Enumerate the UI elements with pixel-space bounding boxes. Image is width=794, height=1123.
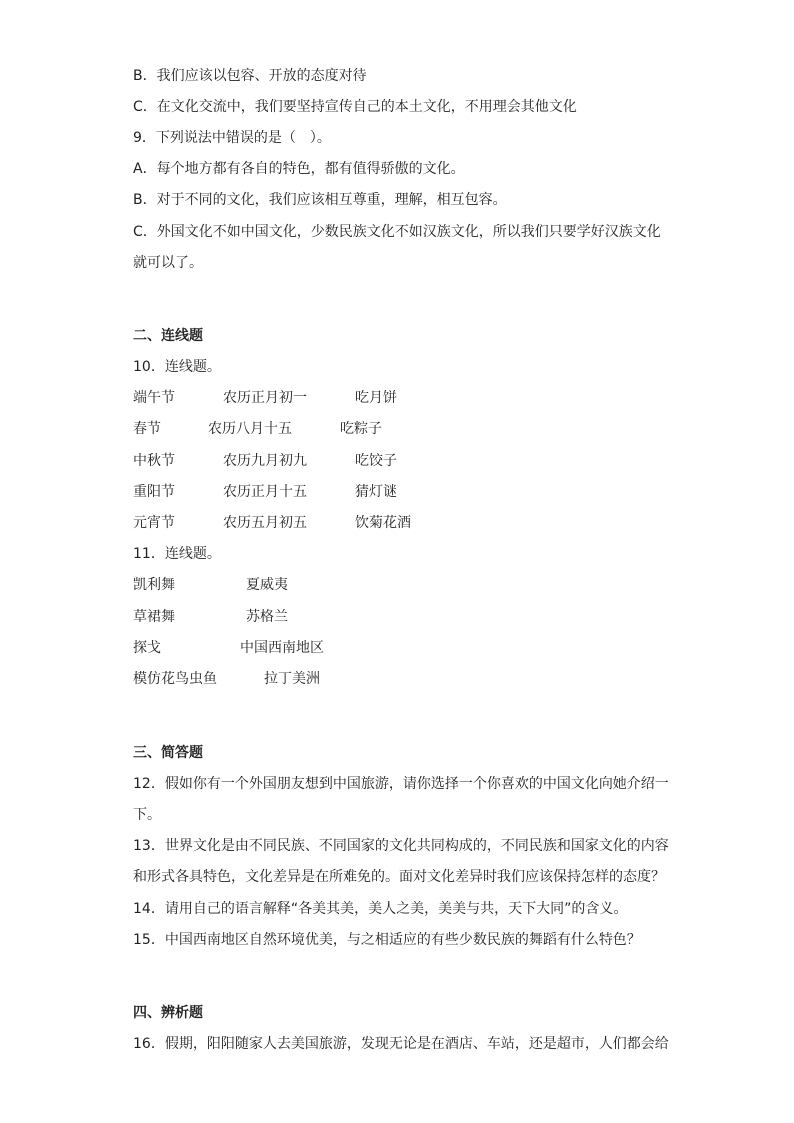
q10-row (133, 419, 733, 439)
q12-line2: 下。 (133, 807, 161, 823)
q10-custom: 吃月饼 (355, 390, 397, 406)
q9-option-b: B．对于不同的文化，我们应该相互尊重，理解，相互包容。 (133, 192, 507, 208)
q11-row (133, 575, 733, 595)
q11-row (133, 669, 733, 689)
q9-stem: 9．下列说法中错误的是（ ）。 (133, 130, 331, 146)
q11-dance: 模仿花鸟虫鱼 (133, 671, 217, 687)
q10-date: 农历八月十五 (208, 421, 292, 437)
q10-festival: 元宵节 (133, 515, 175, 531)
q11-region: 拉丁美洲 (264, 671, 320, 687)
q8-option-c: C．在文化交流中，我们要坚持宣传自己的本土文化，不用理会其他文化 (133, 99, 577, 115)
q11-dance: 凯利舞 (133, 577, 175, 593)
q10-festival: 重阳节 (133, 484, 175, 500)
q10-festival: 中秋节 (133, 453, 175, 469)
q10-row (133, 482, 733, 502)
q11-stem: 11．连线题。 (133, 546, 221, 562)
section2-title: 二、连线题 (133, 328, 203, 344)
q10-date: 农历九月初九 (223, 453, 307, 469)
q10-date: 农历正月初一 (223, 390, 307, 406)
section4-title: 四、辨析题 (133, 1005, 203, 1021)
q10-date: 农历五月初五 (223, 515, 307, 531)
q11-region: 夏威夷 (246, 577, 288, 593)
q11-dance: 探戈 (133, 640, 161, 656)
q15: 15．中国西南地区自然环境优美，与之相适应的有些少数民族的舞蹈有什么特色？ (133, 932, 641, 948)
q10-custom: 吃饺子 (355, 453, 397, 469)
q11-dance: 草裙舞 (133, 609, 175, 625)
q10-festival: 端午节 (133, 390, 175, 406)
q9-option-c-line1: C．外国文化不如中国文化，少数民族文化不如汉族文化，所以我们只要学好汉族文化 (133, 224, 661, 240)
q10-custom: 饮菊花酒 (355, 515, 411, 531)
q11-row (133, 607, 733, 627)
q10-custom: 吃粽子 (340, 421, 382, 437)
q10-custom: 猜灯谜 (355, 484, 397, 500)
q10-date: 农历正月十五 (223, 484, 307, 500)
q12-line1: 12．假如你有一个外国朋友想到中国旅游，请你选择一个你喜欢的中国文化向她介绍一 (133, 776, 669, 792)
q11-region: 苏格兰 (246, 609, 288, 625)
q11-row (133, 638, 733, 658)
q8-option-b: B．我们应该以包容、开放的态度对待 (133, 68, 367, 84)
q10-stem: 10．连线题。 (133, 359, 221, 375)
q14: 14．请用自己的语言解释“各美其美，美人之美，美美与共，天下大同”的含义。 (133, 901, 628, 917)
q10-row (133, 513, 733, 533)
q10-row (133, 388, 733, 408)
q16-line1: 16．假期，阳阳随家人去美国旅游，发现无论是在酒店、车站，还是超市，人们都会给 (133, 1036, 669, 1052)
q11-region: 中国西南地区 (240, 640, 324, 656)
q10-festival: 春节 (133, 421, 161, 437)
q13-line1: 13．世界文化是由不同民族、不同国家的文化共同构成的，不同民族和国家文化的内容 (133, 838, 669, 854)
q9-option-a: A．每个地方都有各自的特色，都有值得骄傲的文化。 (133, 161, 465, 177)
section3-title: 三、简答题 (133, 745, 203, 761)
q13-line2: 和形式各具特色，文化差异是在所难免的。面对文化差异时我们应该保持怎样的态度？ (133, 869, 665, 885)
q10-row (133, 451, 733, 471)
q9-option-c-line2: 就可以了。 (133, 255, 203, 271)
